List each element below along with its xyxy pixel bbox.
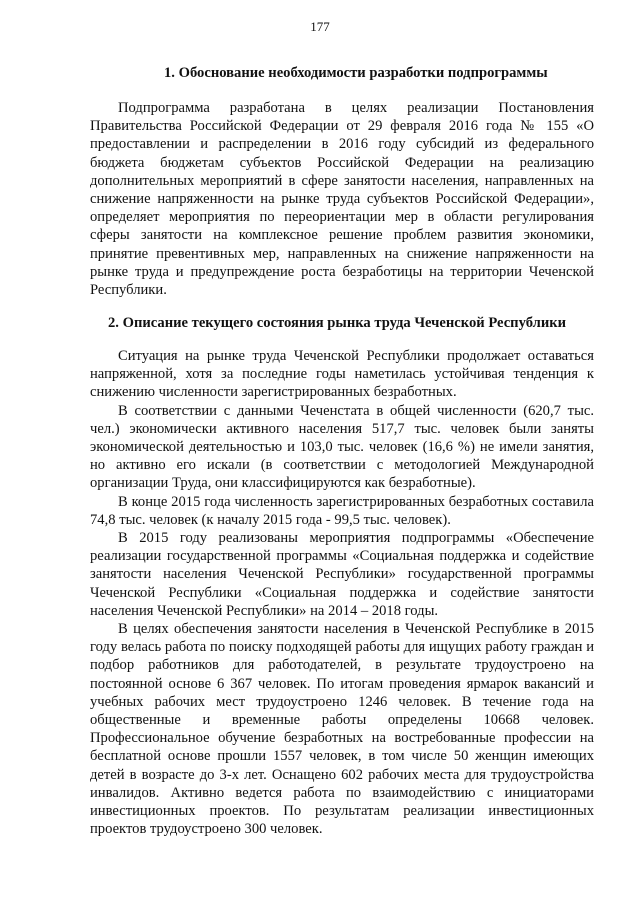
page-number: 177 <box>310 19 330 34</box>
section-2-paragraph-1: Ситуация на рынке труда Чеченской Республики продолжает оставаться напряженной, хотя за последние годы наметилась устойчивая тенденция к снижению численности зарегистрированных безработных. <box>90 348 594 401</box>
section-2-paragraph-3: В конце 2015 года численность зарегистрированных безработных составила 74,8 тыс. человек (к началу 2015 года - 99,5 тыс. человек). <box>90 493 594 528</box>
section-2-paragraph-5: В целях обеспечения занятости населения в Чеченской Республике в 2015 году велась работа по поиску подходящей работы для ищущих работу граждан и подбор работников для работодателей, в результате трудоустроено на постоянной основе 6 367 человек. По итогам проведения ярмарок вакансий и учебных рабочих мест трудоустроено 1246 человек. В течение года на общественные и временные работы определены 10668 человек. Профессиональное обучение безработных на востребованные профессии на бесплатной основе прошли 1557 человек, в том числе 50 женщин имеющих детей в возрасте до 3-х лет. Оснащено 602 рабочих места для трудоустройства инвалидов. Активно ведется работа по взаимодействию с инициаторами инвестиционных проектов. По результатам реализации инвестиционных проектов трудоустроено 300 человек. <box>90 621 594 838</box>
section-2-paragraph-2: В соответствии с данными Чеченстата в общей численности (620,7 тыс. чел.) экономически активного населения 517,7 тыс. человек были заняты экономической деятельностью и 103,0 тыс. человек (16,6 %) не имели занятия, но активно его искали (в соответствии с методологией Международной организации Труда, они классифицируются как безработные). <box>90 402 594 492</box>
section-2-heading: 2. Описание текущего состояния рынка труда Чеченской Республики <box>108 315 567 331</box>
section-2-paragraph-4: В 2015 году реализованы мероприятия подпрограммы «Обеспечение реализации государственной программы «Социальная поддержка и содействие занятости населения Чеченской Республики» государственной программы Чеченской Республики «Социальная поддержка и содействие занятости населения Чеченской Республики» на 2014 – 2018 годы. <box>90 530 594 619</box>
section-1-paragraph: Подпрограмма разработана в целях реализации Постановления Правительства Российской Федерации от 29 февраля 2016 года № 155 «О предоставлении и распределении в 2016 году субсидий из федерального бюджета бюджетам субъектов Российской Федерации на реализацию дополнительных мероприятий в сфере занятости населения, направленных на снижение напряженности на рынке труда субъектов Российской Федерации», определяет мероприятия по переориентации мер в области регулирования сферы занятости на комплексное решение проблем развития экономики, принятие превентивных мер, направленных на снижение напряженности на рынке труда и предупреждение роста безработицы на территории Чеченской Республики. <box>90 100 594 299</box>
section-1-heading: 1. Обоснование необходимости разработки подпрограммы <box>164 65 548 81</box>
section-1-body <box>90 99 594 299</box>
section-2-body <box>90 347 594 838</box>
